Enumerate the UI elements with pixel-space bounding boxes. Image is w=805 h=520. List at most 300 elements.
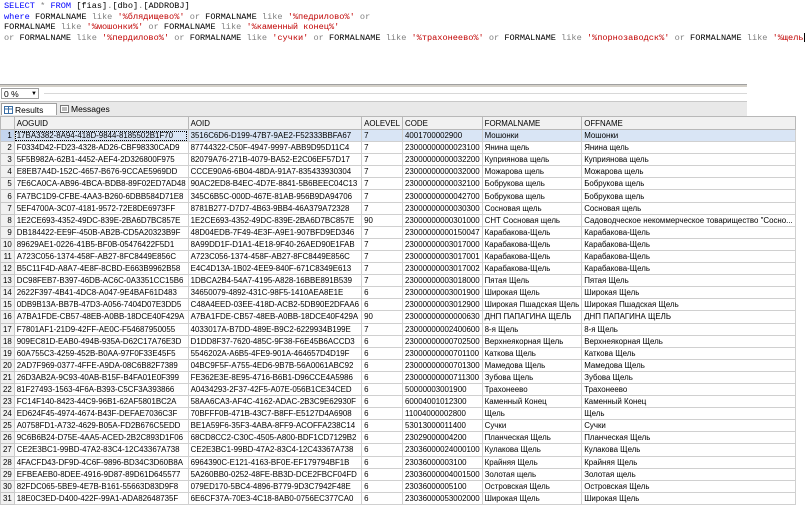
table-cell[interactable]: 6: [362, 359, 403, 371]
table-row[interactable]: [1, 335, 796, 347]
table-cell[interactable]: 6: [362, 335, 403, 347]
table-cell[interactable]: Щель: [582, 408, 796, 420]
table-cell[interactable]: Бобрукова щель: [482, 190, 582, 202]
string-literal: '%мошонки%': [86, 22, 144, 32]
table-row[interactable]: [1, 347, 796, 359]
table-row[interactable]: [1, 202, 796, 214]
table-cell[interactable]: 7: [362, 190, 403, 202]
table-cell[interactable]: Зубова Щель: [582, 371, 796, 383]
table-cell[interactable]: Широкая Щель: [582, 287, 796, 299]
table-row[interactable]: [1, 408, 796, 420]
table-row[interactable]: [1, 420, 796, 432]
table-cell[interactable]: ДНП ПАПАГИНА ЩЕЛЬ: [482, 311, 582, 323]
table-cell[interactable]: 5546202A-A6B5-4FE9-901A-464657D4D19F: [188, 347, 361, 359]
table-cell[interactable]: 23000000000702500: [403, 335, 483, 347]
table-cell[interactable]: E4C4D13A-1B02-4EE9-840F-671C8349E613: [188, 263, 361, 275]
table-cell[interactable]: 5F5B982A-62B1-4452-AEF4-2D326800F975: [14, 154, 188, 166]
table-cell[interactable]: DB184422-EE9F-450B-AB2B-CD5A20323B9F: [14, 226, 188, 238]
results-grid[interactable]: [0, 116, 793, 520]
table-row[interactable]: [1, 480, 796, 492]
table-cell[interactable]: 50000003001900: [403, 383, 483, 395]
table-cell[interactable]: 1DBCA2B4-54A7-4195-A828-16BBE891B539: [188, 275, 361, 287]
table-cell[interactable]: Бобрукова щель: [582, 178, 796, 190]
code-line: [4, 32, 804, 44]
table-cell[interactable]: 7: [362, 130, 403, 142]
code-token: FORMALNAME: [189, 32, 247, 43]
string-literal: '%педрилово%': [287, 11, 355, 22]
table-cell[interactable]: 23000000000032000: [403, 166, 483, 178]
text-caret: [804, 33, 805, 42]
table-cell[interactable]: 90AC2ED8-B4EC-4D7E-8841-5B6BEEC04C13: [188, 178, 361, 190]
table-cell[interactable]: 34650079-4892-431C-98F5-1410AEA8E1E: [188, 287, 361, 299]
table-cell[interactable]: 8-я Щель: [482, 323, 582, 335]
table-row[interactable]: [1, 190, 796, 202]
table-row[interactable]: [1, 396, 796, 408]
table-cell[interactable]: 6E6CF37A-70E3-4C18-8AB0-0756EC377CA0: [188, 492, 361, 504]
table-cell[interactable]: Каткова Щель: [582, 347, 796, 359]
table-cell[interactable]: Сучки: [482, 420, 582, 432]
table-cell[interactable]: Островская Щель: [482, 480, 582, 492]
code-token: [fias]: [76, 1, 108, 11]
table-cell[interactable]: 82079A76-271B-4079-BA52-E2C06EF57D17: [188, 154, 361, 166]
column-header[interactable]: OFFNAME: [582, 117, 796, 130]
row-number[interactable]: 15: [1, 299, 15, 311]
table-cell[interactable]: Можарова щель: [582, 166, 796, 178]
table-cell[interactable]: 23000000000042700: [403, 190, 483, 202]
table-row[interactable]: [1, 323, 796, 335]
table-cell[interactable]: 6: [362, 432, 403, 444]
table-cell[interactable]: 7: [362, 250, 403, 262]
table-cell[interactable]: Карабакова-Щель: [582, 250, 796, 262]
table-cell[interactable]: Кулакова Щель: [482, 444, 582, 456]
table-row[interactable]: [1, 142, 796, 154]
table-cell[interactable]: 23000000003001900: [403, 287, 483, 299]
table-cell[interactable]: 2622F397-4B41-4DC8-A047-9E4BAF61D483: [14, 287, 188, 299]
code-token: like: [220, 22, 247, 32]
table-cell[interactable]: 23000000000000630: [403, 311, 483, 323]
row-number[interactable]: 21: [1, 371, 15, 383]
table-cell[interactable]: 8781B277-D7D7-4B63-9BB4-46A379A72328: [188, 202, 361, 214]
row-number[interactable]: 23: [1, 396, 15, 408]
table-cell[interactable]: Янина щель: [582, 142, 796, 154]
tab-results-label: Results: [15, 105, 44, 115]
table-cell[interactable]: 6: [362, 492, 403, 504]
row-number[interactable]: 22: [1, 383, 15, 395]
row-number[interactable]: 11: [1, 250, 15, 262]
table-cell[interactable]: 7: [362, 323, 403, 335]
table-cell[interactable]: Островская Щель: [582, 480, 796, 492]
table-cell[interactable]: Мошонки: [482, 130, 582, 142]
table-cell[interactable]: 23036000024000100: [403, 444, 483, 456]
column-header[interactable]: AOLEVEL: [362, 117, 403, 130]
table-cell[interactable]: 7E6CA0CA-AB96-4BCA-BDB8-89F02ED7AD48: [14, 178, 188, 190]
horizontal-scrollbar[interactable]: [44, 93, 747, 94]
table-cell[interactable]: FC14F140-8423-44C9-96B1-62AF5801BC2A: [14, 396, 188, 408]
table-cell[interactable]: 4FACFD43-DF9D-4C6F-9896-BD34C3D60B8A: [14, 456, 188, 468]
table-cell[interactable]: 5EF4700A-3C07-4181-9572-72E8DE6973FF: [14, 202, 188, 214]
row-number[interactable]: 31: [1, 492, 15, 504]
table-cell[interactable]: 23000000000023100: [403, 142, 483, 154]
row-number[interactable]: 1: [1, 130, 15, 142]
row-number[interactable]: 26: [1, 432, 15, 444]
table-cell[interactable]: Каменный Конец: [582, 396, 796, 408]
table-row[interactable]: [1, 311, 796, 323]
table-cell[interactable]: Куприянова щель: [582, 154, 796, 166]
table-cell[interactable]: 23000000003017001: [403, 250, 483, 262]
table-row[interactable]: [1, 444, 796, 456]
code-token: like: [746, 32, 773, 43]
column-header[interactable]: AOGUID: [14, 117, 188, 130]
table-cell[interactable]: 909EC81D-EAB0-494B-935A-D62C17A76E3D: [14, 335, 188, 347]
table-cell[interactable]: CE2E3BC1-99BD-47A2-83C4-12C43367A738: [188, 444, 361, 456]
row-number[interactable]: 29: [1, 468, 15, 480]
code-token: like: [76, 32, 103, 43]
row-number[interactable]: 3: [1, 154, 15, 166]
table-cell[interactable]: Широкая Пшадская Щель: [582, 299, 796, 311]
code-token: [ADDROBJ]: [143, 1, 190, 11]
table-cell[interactable]: Каткова Щель: [482, 347, 582, 359]
table-cell[interactable]: 23029000004200: [403, 432, 483, 444]
row-number[interactable]: 8: [1, 214, 15, 226]
table-cell[interactable]: Мамедова Щель: [582, 359, 796, 371]
table-cell[interactable]: 23000000000301000: [403, 214, 483, 226]
sql-keyword: where: [4, 11, 35, 22]
table-cell[interactable]: 87744322-C50F-4947-9997-ABB9D95D11C4: [188, 142, 361, 154]
table-cell[interactable]: 7: [362, 226, 403, 238]
table-cell[interactable]: 60A755C3-4259-452B-B0AA-97F0F33E45F5: [14, 347, 188, 359]
table-cell[interactable]: 6: [362, 480, 403, 492]
table-cell[interactable]: 17BA3382-8A94-418D-9844-8185502B1F70: [14, 130, 188, 142]
table-cell[interactable]: 6: [362, 456, 403, 468]
table-row[interactable]: [1, 299, 796, 311]
table-cell[interactable]: 9C6B6B24-D75E-4AA5-ACED-2B2C893D1F06: [14, 432, 188, 444]
table-row[interactable]: [1, 359, 796, 371]
table-cell[interactable]: 23000000000030300: [403, 202, 483, 214]
code-token: like: [385, 32, 412, 43]
table-cell[interactable]: 6: [362, 383, 403, 395]
row-number[interactable]: 24: [1, 408, 15, 420]
table-cell[interactable]: 70BFFF0B-471B-43C7-B8FF-E5127D4A6908: [188, 408, 361, 420]
table-cell[interactable]: 7: [362, 238, 403, 250]
code-token: *: [40, 1, 51, 11]
table-cell[interactable]: Янина щель: [482, 142, 582, 154]
table-cell[interactable]: Планческая Щель: [582, 432, 796, 444]
table-cell[interactable]: 1E2CE693-4352-49DC-839E-2BA6D7BC857E: [14, 214, 188, 226]
table-cell[interactable]: Мошонки: [582, 130, 796, 142]
table-cell[interactable]: 7: [362, 275, 403, 287]
row-number[interactable]: 28: [1, 456, 15, 468]
row-number[interactable]: 30: [1, 480, 15, 492]
table-cell[interactable]: Трахонеево: [582, 383, 796, 395]
row-number[interactable]: 14: [1, 287, 15, 299]
row-number[interactable]: 4: [1, 166, 15, 178]
table-cell[interactable]: Широкая Пшадская Щель: [482, 299, 582, 311]
row-number[interactable]: 6: [1, 190, 15, 202]
table-row[interactable]: [1, 250, 796, 262]
table-cell[interactable]: BE1A59F6-35F3-4ABA-8FF9-ACOFFA238C14: [188, 420, 361, 432]
table-cell[interactable]: 60004001012300: [403, 396, 483, 408]
tab-messages-label: Messages: [71, 104, 110, 114]
table-cell[interactable]: 7: [362, 154, 403, 166]
table-cell[interactable]: FA7BC1D9-CFBE-4AA3-B260-6DBB584D71E8: [14, 190, 188, 202]
table-cell[interactable]: 23000000003012900: [403, 299, 483, 311]
table-cell[interactable]: 53013000011400: [403, 420, 483, 432]
table-cell[interactable]: 6: [362, 396, 403, 408]
table-cell[interactable]: 82FDC065-5BE9-4E7B-B161-55663D83D9F8: [14, 480, 188, 492]
column-header[interactable]: FORMALNAME: [482, 117, 582, 130]
table-cell[interactable]: СНТ Сосновая щель: [482, 214, 582, 226]
editor-status-bar: [0, 87, 747, 102]
table-cell[interactable]: D1DD8F37-7620-485C-9F38-F6E45B6ACCD3: [188, 335, 361, 347]
table-cell[interactable]: C48A4EED-03EE-418D-ACB2-5DB90E2DFAA6: [188, 299, 361, 311]
table-cell[interactable]: 6: [362, 287, 403, 299]
zoom-dropdown[interactable]: [1, 88, 39, 99]
table-cell[interactable]: ED624F45-4974-4674-B43F-DEFAE7036C3F: [14, 408, 188, 420]
table-cell[interactable]: 0DB9B13A-BB7B-47D3-A056-7404D07E3DD5: [14, 299, 188, 311]
table-cell[interactable]: Садоводческое некоммерческое товарищество "Сосно...: [582, 214, 796, 226]
table-cell[interactable]: EFBEAEB0-8DEE-4916-9D87-89D61D645577: [14, 468, 188, 480]
table-cell[interactable]: 6: [362, 347, 403, 359]
table-cell[interactable]: 68CD8CC2-C30C-4505-A800-BDF1CD7129B2: [188, 432, 361, 444]
table-cell[interactable]: A723C056-1374-458F-AB27-8FC8449E856C: [14, 250, 188, 262]
table-cell[interactable]: Сосновая щель: [582, 202, 796, 214]
code-line: [4, 22, 747, 33]
results-table: [0, 116, 796, 505]
string-literal: '%каменный конец%': [246, 22, 340, 32]
table-row[interactable]: [1, 178, 796, 190]
table-cell[interactable]: 6: [362, 408, 403, 420]
code-token: like: [261, 11, 288, 22]
table-cell[interactable]: Бобрукова щель: [482, 178, 582, 190]
table-cell[interactable]: Широкая Щель: [482, 287, 582, 299]
string-literal: '%щель: [772, 32, 804, 43]
row-number[interactable]: 19: [1, 347, 15, 359]
string-literal: 'сучки': [272, 32, 309, 43]
table-cell[interactable]: 6: [362, 371, 403, 383]
table-cell[interactable]: 90: [362, 214, 403, 226]
row-number[interactable]: 5: [1, 178, 15, 190]
row-number[interactable]: 18: [1, 335, 15, 347]
code-token: FORMALNAME: [34, 11, 92, 22]
table-row[interactable]: [1, 383, 796, 395]
table-cell[interactable]: 7: [362, 166, 403, 178]
table-row[interactable]: [1, 492, 796, 504]
row-number[interactable]: 9: [1, 226, 15, 238]
table-cell[interactable]: Карабакова-Щель: [482, 263, 582, 275]
table-cell[interactable]: Карабакова-Щель: [482, 226, 582, 238]
messages-icon: [60, 105, 69, 113]
table-row[interactable]: [1, 238, 796, 250]
table-cell[interactable]: 23036000005100: [403, 480, 483, 492]
table-cell[interactable]: Куприянова щель: [482, 154, 582, 166]
table-cell[interactable]: 2AD7F969-0377-4FFE-A9DA-08C6B82F7389: [14, 359, 188, 371]
table-cell[interactable]: Щель: [482, 408, 582, 420]
table-cell[interactable]: 23000000003017000: [403, 238, 483, 250]
tab-messages[interactable]: [58, 103, 118, 115]
table-cell[interactable]: Трахонеево: [482, 383, 582, 395]
table-cell[interactable]: 4033017A-B7DD-489E-B9C2-6229934B199E: [188, 323, 361, 335]
table-cell[interactable]: A0434293-2F37-42F5-A07E-056B1CE34CED: [188, 383, 361, 395]
code-token: or: [354, 11, 371, 22]
table-cell[interactable]: E8EB7A4D-152C-4657-B676-9CCAE5969DD: [14, 166, 188, 178]
table-cell[interactable]: 7: [362, 202, 403, 214]
table-cell[interactable]: DC98FEB7-B397-46DB-AC6C-0A3351CC15B6: [14, 275, 188, 287]
string-literal: '%пердилово%': [102, 32, 170, 43]
table-cell[interactable]: 81F27493-1563-4F6A-B393-C5CF3A393866: [14, 383, 188, 395]
sql-keyword: SELECT: [4, 1, 41, 11]
row-number[interactable]: 20: [1, 359, 15, 371]
table-cell[interactable]: Зубова Щель: [482, 371, 582, 383]
table-cell[interactable]: Карабакова-Щель: [482, 250, 582, 262]
table-cell[interactable]: A0758FD1-A732-4629-B05A-FD2B676C5EDD: [14, 420, 188, 432]
table-cell[interactable]: 23036000053002000: [403, 492, 483, 504]
table-row[interactable]: [1, 214, 796, 226]
table-cell[interactable]: Пятая Щель: [482, 275, 582, 287]
table-cell[interactable]: ДНП ПАПАГИНА ЩЕЛЬ: [582, 311, 796, 323]
table-cell[interactable]: A7BA1FDE-CB57-48EB-A0BB-18DCE40F429A: [188, 311, 361, 323]
table-cell[interactable]: 23000000000032100: [403, 178, 483, 190]
table-cell[interactable]: 3516C6D6-D199-47B7-9AE2-F52333BBFA67: [188, 130, 361, 142]
table-cell[interactable]: B5C11F4D-A8A7-4E8F-8CBD-E663B9962B58: [14, 263, 188, 275]
row-number[interactable]: 7: [1, 202, 15, 214]
table-cell[interactable]: Карабакова-Щель: [582, 238, 796, 250]
table-row[interactable]: [1, 263, 796, 275]
code-token: FORMALNAME: [163, 22, 221, 32]
table-cell[interactable]: Мамедова Щель: [482, 359, 582, 371]
sql-code[interactable]: [0, 0, 804, 43]
table-cell[interactable]: 345C6B5C-000D-467E-81AB-956B9DA94706: [188, 190, 361, 202]
table-cell[interactable]: 23036000004001500: [403, 468, 483, 480]
table-cell[interactable]: 89629AE1-0226-41B5-BF0B-05476422F5D1: [14, 238, 188, 250]
tab-results[interactable]: [1, 103, 57, 115]
code-token: or: [483, 32, 505, 43]
table-cell[interactable]: 23000000003018000: [403, 275, 483, 287]
table-cell[interactable]: Карабакова-Щель: [582, 226, 796, 238]
table-cell[interactable]: 23000000000711300: [403, 371, 483, 383]
code-token: or: [669, 32, 691, 43]
row-number[interactable]: 27: [1, 444, 15, 456]
row-number[interactable]: 16: [1, 311, 15, 323]
row-number[interactable]: 13: [1, 275, 15, 287]
table-cell[interactable]: FE362E3E-8E95-4716-B6B1-D96CCE4A5986: [188, 371, 361, 383]
table-cell[interactable]: 6964390C-E121-4163-BF0E-EF179794BF1B: [188, 456, 361, 468]
table-row[interactable]: [1, 130, 796, 142]
table-cell[interactable]: A723C056-1374-458F-AB27-8FC8449E856C: [188, 250, 361, 262]
table-cell[interactable]: Каменный Конец: [482, 396, 582, 408]
table-cell[interactable]: Кулакова Щель: [582, 444, 796, 456]
table-cell[interactable]: 1E2CE693-4352-49DC-839E-2BA6D7BC857E: [188, 214, 361, 226]
code-token: FORMALNAME: [4, 22, 61, 32]
row-number[interactable]: 2: [1, 142, 15, 154]
row-number[interactable]: 25: [1, 420, 15, 432]
table-cell[interactable]: Широкая Щель: [582, 492, 796, 504]
table-cell[interactable]: 23000000000150047: [403, 226, 483, 238]
table-row[interactable]: [1, 166, 796, 178]
table-cell[interactable]: 5A260BB0-0252-48FE-BB3D-DCE2FBCF04FD: [188, 468, 361, 480]
table-row[interactable]: [1, 468, 796, 480]
code-token: or: [143, 22, 164, 32]
row-number[interactable]: 12: [1, 263, 15, 275]
table-cell[interactable]: Крайняя Щель: [482, 456, 582, 468]
table-cell[interactable]: 90: [362, 311, 403, 323]
table-cell[interactable]: 58AA6CA3-AF4C-4162-ADAC-2B3C9E62930F: [188, 396, 361, 408]
table-cell[interactable]: Золотая щель: [482, 468, 582, 480]
table-cell[interactable]: 6: [362, 299, 403, 311]
table-cell[interactable]: 23000000000701100: [403, 347, 483, 359]
table-cell[interactable]: Широкая Щель: [482, 492, 582, 504]
table-cell[interactable]: Планческая Щель: [482, 432, 582, 444]
table-cell[interactable]: Золотая щель: [582, 468, 796, 480]
row-number[interactable]: 10: [1, 238, 15, 250]
table-cell[interactable]: CE2E3BC1-99BD-47A2-83C4-12C43367A738: [14, 444, 188, 456]
code-token: like: [561, 32, 587, 43]
table-cell[interactable]: Сучки: [582, 420, 796, 432]
table-cell[interactable]: Крайняя Щель: [582, 456, 796, 468]
table-cell[interactable]: 6: [362, 444, 403, 456]
table-row[interactable]: [1, 226, 796, 238]
table-cell[interactable]: 7: [362, 142, 403, 154]
table-cell[interactable]: Можарова щель: [482, 166, 582, 178]
table-cell[interactable]: 23000000003017002: [403, 263, 483, 275]
table-row[interactable]: [1, 287, 796, 299]
table-cell[interactable]: 8A99DD1F-D1A1-4E18-9F40-26AED90E1FAB: [188, 238, 361, 250]
table-cell[interactable]: Карабакова-Щель: [582, 263, 796, 275]
table-cell[interactable]: 8-я Щель: [582, 323, 796, 335]
table-cell[interactable]: Пятая Щель: [582, 275, 796, 287]
table-cell[interactable]: F7801AF1-21D9-42FF-AE0C-F54687950055: [14, 323, 188, 335]
table-cell[interactable]: CCCE90A6-6B04-48DA-91A7-835433930304: [188, 166, 361, 178]
string-literal: '%порнозаводск%': [586, 32, 670, 43]
table-cell[interactable]: 48D04EDB-7F49-4E3F-A9E1-907BFD9ED346: [188, 226, 361, 238]
column-header[interactable]: CODE: [403, 117, 483, 130]
table-cell[interactable]: F0334D42-FD23-4328-AD26-CBF98330CAD9: [14, 142, 188, 154]
table-cell[interactable]: Карабакова-Щель: [482, 238, 582, 250]
table-cell[interactable]: Бобрукова щель: [582, 190, 796, 202]
table-cell[interactable]: 23000000002400600: [403, 323, 483, 335]
table-cell[interactable]: Сосновая щель: [482, 202, 582, 214]
string-literal: '%блядищево%': [117, 11, 185, 22]
query-editor[interactable]: [0, 0, 804, 84]
table-cell[interactable]: 26D3AB2A-9C93-40AB-B15F-B4FA01E0F399: [14, 371, 188, 383]
row-number[interactable]: 17: [1, 323, 15, 335]
table-cell[interactable]: 23036000003100: [403, 456, 483, 468]
table-row[interactable]: [1, 456, 796, 468]
table-cell[interactable]: 18E0C3ED-D400-422F-99A1-ADA82648735F: [14, 492, 188, 504]
table-row[interactable]: [1, 371, 796, 383]
table-cell[interactable]: 04BC9F5F-A755-4ED6-9B7B-56A0061ABC92: [188, 359, 361, 371]
table-cell[interactable]: 11004000002800: [403, 408, 483, 420]
table-cell[interactable]: 079ED170-5BC4-4896-B779-9D3C7942F48E: [188, 480, 361, 492]
table-cell[interactable]: 23000000000701300: [403, 359, 483, 371]
table-cell[interactable]: Верхнеякорная Щель: [582, 335, 796, 347]
row-number-header[interactable]: [1, 117, 15, 130]
code-token: or: [308, 32, 329, 43]
table-cell[interactable]: 4001700002900: [403, 130, 483, 142]
table-row[interactable]: [1, 275, 796, 287]
table-cell[interactable]: A7BA1FDE-CB57-48EB-A0BB-18DCE40F429A: [14, 311, 188, 323]
table-cell[interactable]: 6: [362, 420, 403, 432]
table-cell[interactable]: 7: [362, 263, 403, 275]
table-cell[interactable]: 7: [362, 178, 403, 190]
table-row[interactable]: [1, 154, 796, 166]
column-header[interactable]: AOID: [188, 117, 361, 130]
table-cell[interactable]: 23000000000032200: [403, 154, 483, 166]
table-cell[interactable]: Верхнеякорная Щель: [482, 335, 582, 347]
code-token: or: [4, 32, 20, 43]
table-row[interactable]: [1, 432, 796, 444]
sql-keyword: FROM: [50, 1, 77, 11]
table-cell[interactable]: 6: [362, 468, 403, 480]
